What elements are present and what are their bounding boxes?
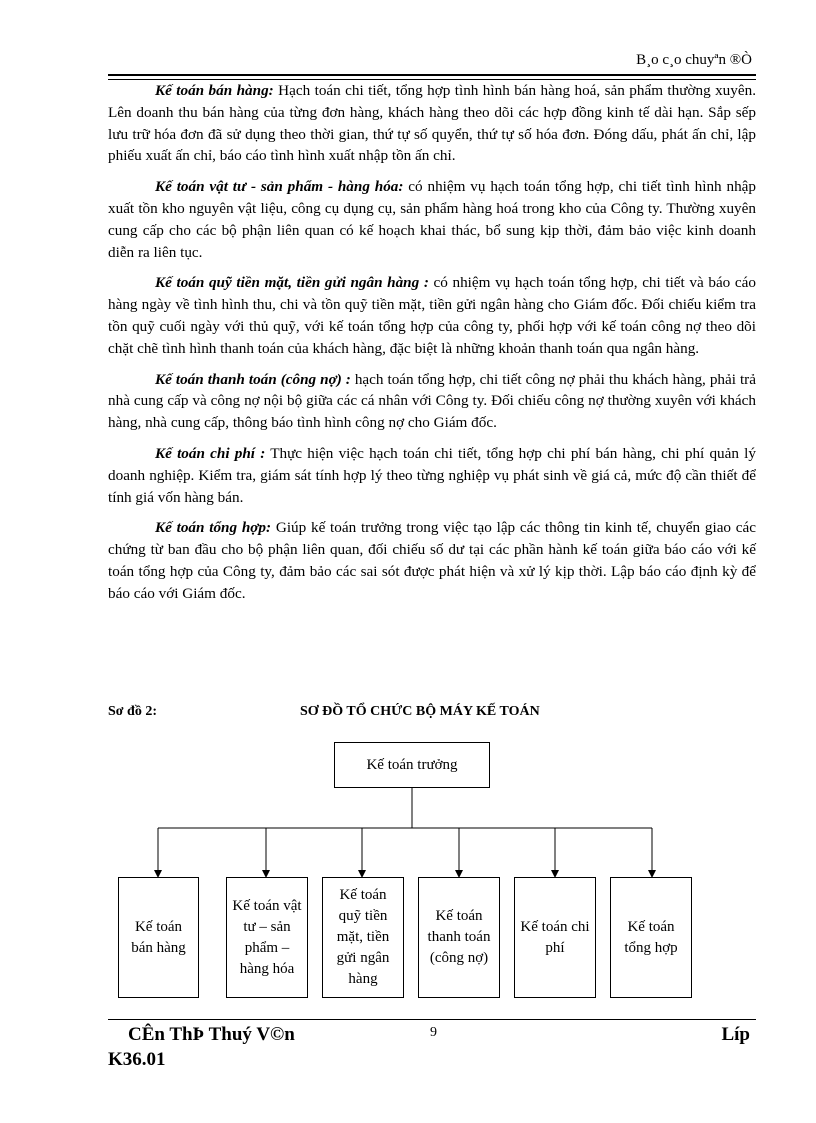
org-box-chief-accountant: Kế toán trưởng bbox=[334, 742, 490, 788]
paragraph-text: có nhiệm vụ hạch toán tổng hợp, chi tiết tình hình nhập xuất tồn kho nguyên vật liệu, công cụ dụng cụ, sản phẩm hàng hoá trong kho của Công ty. Thường xuyên cung cấp cho các bộ phận liên quan có kế hoạch khai thác, bổ sung kịp thời, đảm bảo việc kinh doanh diễn ra liên tục. bbox=[108, 178, 756, 261]
footer-author: CÊn ThÞ Thuý V©n bbox=[128, 1024, 295, 1045]
org-box-cost-accounting: Kế toán chi phí bbox=[514, 877, 596, 998]
paragraph-term: Kế toán quỹ tiền mặt, tiền gửi ngân hàng : bbox=[155, 274, 429, 292]
paragraph-text: hạch toán tổng hợp, chi tiết công nợ phải thu khách hàng, phải trả nhà cung cấp và công nợ nội bộ giữa các cá nhân với Công ty. Đối chiếu công nợ thường xuyên với khách hàng, nhà cung cấp, thông báo tình hình công nợ cho Giám đốc. bbox=[108, 370, 756, 432]
paragraph-term: Kế toán tổng hợp: bbox=[155, 519, 272, 537]
report-header-title: B¸o c¸o chuyªn ®Ò bbox=[636, 52, 752, 68]
org-box-general-accounting: Kế toán tổng hợp bbox=[610, 877, 692, 998]
footer-rule bbox=[108, 1019, 756, 1020]
page-number: 9 bbox=[430, 1025, 437, 1040]
paragraph-text: Thực hiện việc hạch toán chi tiết, tổng hợp chi phí bán hàng, chi phí quản lý doanh nghiệp. Kiểm tra, giám sát tính hợp lý theo từng nghiệp vụ phát sinh về giá cả, mức độ cần thiết để tính giá vốn hàng bán. bbox=[108, 444, 756, 506]
paragraph-term: Kế toán chi phí : bbox=[155, 444, 266, 462]
paragraph-term: Kế toán vật tư - sản phẩm - hàng hóa: bbox=[155, 178, 404, 196]
org-box-sales-accounting: Kế toán bán hàng bbox=[118, 877, 199, 998]
footer-class-code: K36.01 bbox=[108, 1049, 166, 1070]
paragraph-term: Kế toán bán hàng: bbox=[155, 82, 274, 99]
diagram-label: Sơ đồ 2: bbox=[108, 704, 157, 719]
paragraph-term: Kế toán thanh toán (công nợ) : bbox=[155, 370, 351, 388]
footer-class-label: Líp bbox=[721, 1024, 750, 1045]
org-box-cash-accounting: Kế toán quỹ tiền mặt, tiền gửi ngân hàng bbox=[322, 877, 404, 998]
paragraph-text: Giúp kế toán trưởng trong việc tạo lập các thông tin kinh tế, chuyển giao các chứng từ ban đầu cho bộ phận liên quan, đối chiếu số dư tại các phần hành kế toán giữa báo cáo với kế toán tổng hợp của Công ty, đảm bảo các sai sót được phát hiện và xử lý kịp thời. Lập báo cáo định kỳ để báo cáo với Giám đốc. bbox=[108, 519, 757, 602]
org-box-materials-accounting: Kế toán vật tư – sản phẩm – hàng hóa bbox=[226, 877, 308, 998]
paragraph-text: có nhiệm vụ hạch toán tổng hợp, chi tiết và báo cáo hàng ngày về tình hình thu, chi và tồn quỹ tiền mặt, tiền gửi ngân hàng cho Giám đốc. Đối chiếu kiểm tra tồn quỹ cuối ngày với thủ quỹ, với kế toán tổng hợp của công ty, phối hợp với kế toán công nợ theo dõi chặt chẽ tình hình thanh toán của khách hàng, đặc biệt là những khoản thanh toán qua ngân hàng. bbox=[108, 274, 756, 357]
paragraph-text: Hạch toán chi tiết, tổng hợp tình hình bán hàng hoá, sản phẩm thường xuyên. Lên doanh thu bán hàng của từng đơn hàng, khách hàng theo dõi các hợp đồng kinh tế dài hạn. Sắp sếp lưu trữ hóa đơn đã sử dụng theo thời gian, thứ tự số quyển, thứ tự số hóa đơn. Đóng dấu, phát ấn chỉ, lập phiếu xuất ấn chỉ, báo cáo tình hình xuất nhập tồn ấn chỉ. bbox=[108, 82, 756, 165]
diagram-title: SƠ ĐỒ TỔ CHỨC BỘ MÁY KẾ TOÁN bbox=[300, 704, 540, 719]
org-box-payment-accounting: Kế toán thanh toán (công nợ) bbox=[418, 877, 500, 998]
